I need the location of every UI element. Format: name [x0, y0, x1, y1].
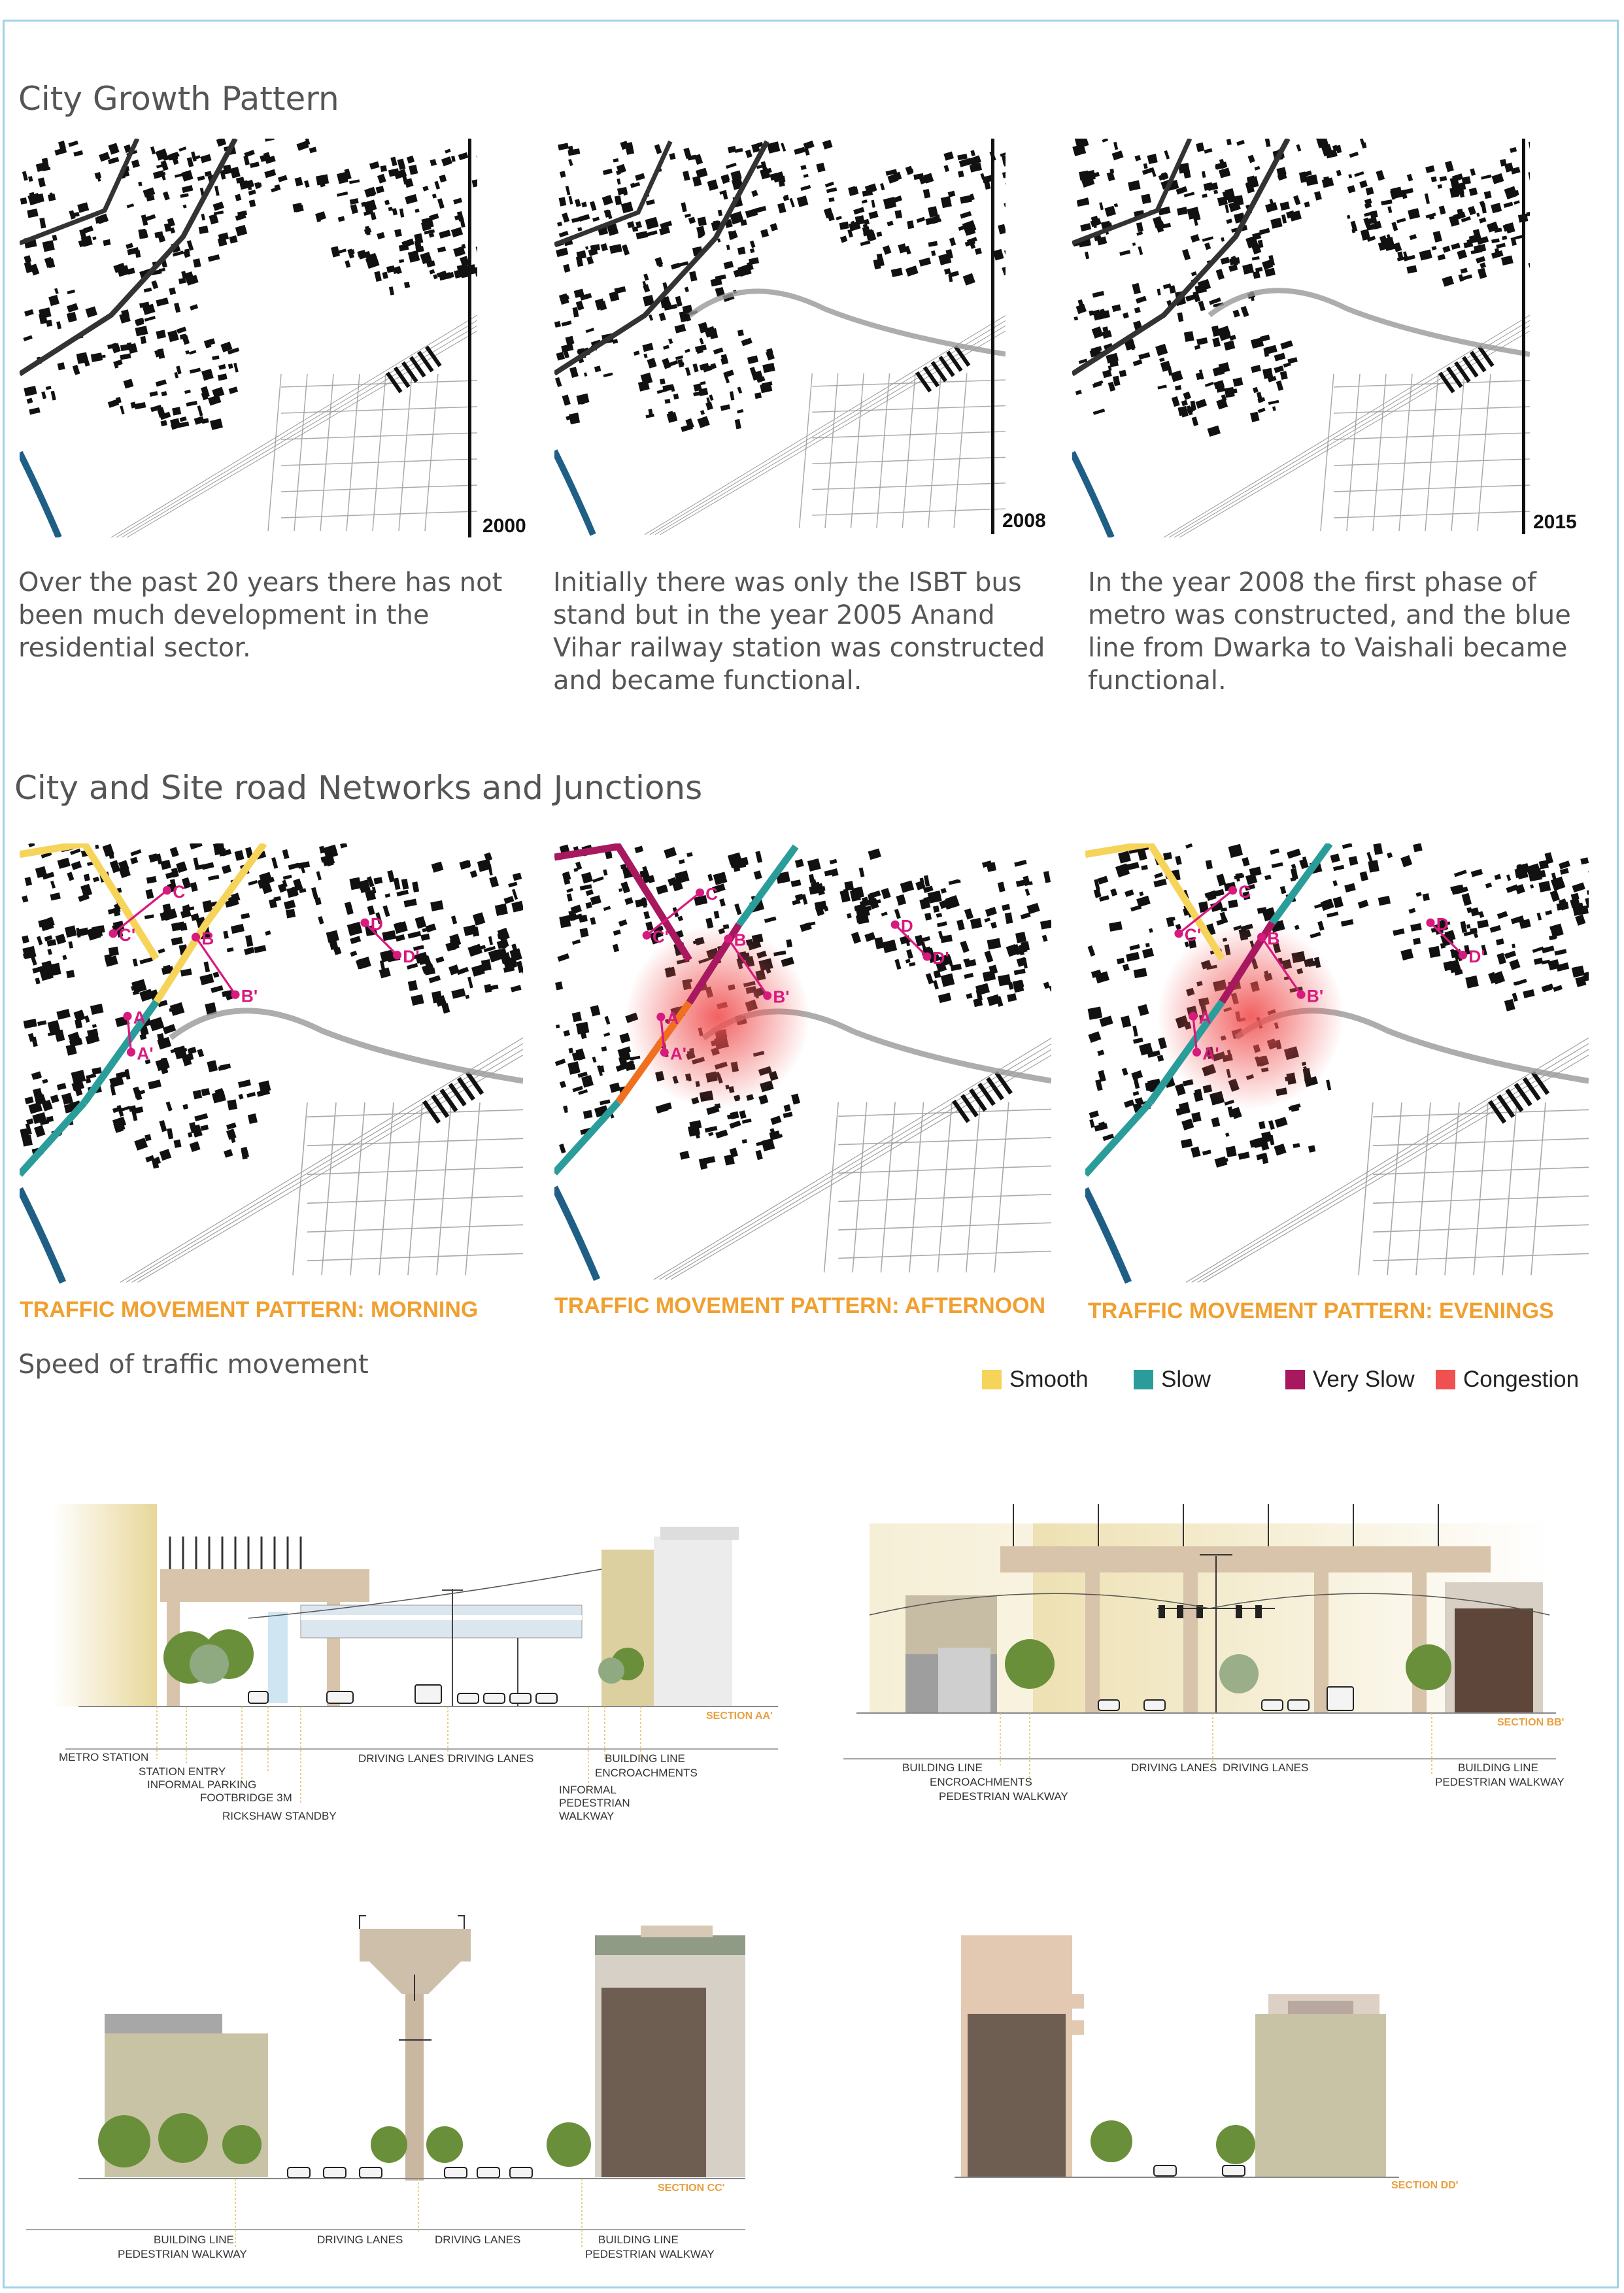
section-name: SECTION BB' — [1497, 1717, 1565, 1728]
section-label: DRIVING LANES — [448, 1752, 534, 1765]
year-label-2000: 2000 — [482, 515, 526, 537]
section-aa — [52, 1497, 804, 1837]
section-name: SECTION AA' — [706, 1710, 773, 1722]
section-label: PEDESTRIAN WALKWAY — [585, 2248, 715, 2260]
section-point-label: B — [201, 928, 214, 949]
section-point-label: B — [734, 930, 747, 950]
growth-caption-2008: Initially there was only the ISBT bus stand but in the year 2005 Anand Vihar railway station was constructed and became functional. — [553, 568, 1045, 696]
legend-label: Slow — [1161, 1367, 1211, 1392]
section-label: PEDESTRIAN WALKWAY — [118, 2248, 247, 2260]
section-label: BUILDING LINE — [902, 1761, 983, 1774]
section-label: DRIVING LANES — [1131, 1761, 1217, 1774]
section-label: BUILDING LINE — [1458, 1761, 1538, 1774]
section-point-label: D — [900, 916, 913, 936]
section-point-label: A — [1198, 1008, 1211, 1028]
section-point-label: D' — [932, 947, 949, 968]
section-label: PEDESTRIAN WALKWAY — [939, 1790, 1068, 1803]
network-title: City and Site road Networks and Junctions — [14, 769, 703, 807]
growth-map-2008 — [554, 139, 1006, 537]
growth-title: City Growth Pattern — [18, 80, 339, 118]
section-bb — [843, 1484, 1582, 1824]
section-label: INFORMAL PARKING — [147, 1778, 257, 1791]
year-bar-2008 — [991, 139, 994, 534]
section-label: PEDESTRIAN WALKWAY — [1435, 1776, 1565, 1788]
section-point-label: C — [1238, 881, 1251, 902]
growth-caption-2015: In the year 2008 the first phase of metro was constructed, and the blue line from Dwarka to Vaishali became functional. — [1088, 568, 1571, 696]
section-label: DRIVING LANES — [1223, 1761, 1309, 1774]
section-name: SECTION CC' — [658, 2183, 725, 2194]
section-label: FOOTBRIDGE 3M — [200, 1792, 292, 1804]
section-point-label: C — [173, 881, 186, 902]
section-label: BUILDING LINE — [598, 2234, 679, 2246]
section-label: STATION ENTRY — [139, 1765, 226, 1778]
traffic-label-evening: TRAFFIC MOVEMENT PATTERN: EVENINGS — [1088, 1299, 1554, 1323]
section-point-label: A' — [669, 1044, 686, 1064]
section-cc — [26, 1909, 778, 2262]
traffic-label-afternoon: TRAFFIC MOVEMENT PATTERN: AFTERNOON — [554, 1293, 1046, 1318]
section-label: RICKSHAW STANDBY — [222, 1810, 337, 1822]
section-point-label: D' — [1468, 946, 1485, 966]
traffic-map-evening — [1085, 843, 1589, 1293]
legend-label: Congestion — [1463, 1367, 1580, 1392]
legend-smooth — [982, 1367, 1089, 1393]
section-point-label: A — [666, 1008, 679, 1028]
section-label: DRIVING LANES — [317, 2234, 403, 2246]
year-label-2015: 2015 — [1533, 511, 1577, 533]
section-dd — [915, 1935, 1504, 2210]
traffic-map-afternoon — [554, 843, 1051, 1293]
section-point-label: B — [1267, 928, 1280, 949]
section-label: ENCROACHMENTS — [595, 1767, 698, 1779]
section-point-label: B' — [773, 987, 790, 1007]
section-label: BUILDING LINE — [154, 2234, 234, 2246]
growth-map-2000 — [20, 139, 477, 537]
traffic-map-morning — [20, 843, 523, 1293]
year-bar-2000 — [468, 139, 471, 537]
section-point-label: C' — [118, 925, 136, 945]
speed-title: Speed of traffic movement — [18, 1350, 369, 1380]
year-label-2008: 2008 — [1002, 510, 1046, 532]
section-point-label: A' — [137, 1044, 154, 1064]
legend-label: Very Slow — [1313, 1367, 1415, 1392]
growth-map-2015 — [1072, 139, 1530, 537]
section-label: ENCROACHMENTS — [930, 1776, 1032, 1788]
year-bar-2015 — [1522, 139, 1525, 534]
section-point-label: B' — [1306, 986, 1324, 1006]
legend-very-slow — [1285, 1367, 1415, 1393]
section-point-label: C' — [652, 926, 669, 947]
legend-slow — [1134, 1367, 1211, 1393]
section-point-label: B' — [241, 986, 258, 1006]
section-label: BUILDING LINE — [605, 1752, 685, 1765]
section-point-label: D' — [403, 946, 420, 966]
section-point-label: C' — [1184, 925, 1202, 945]
section-label: WALKWAY — [559, 1810, 615, 1822]
legend-swatch-slow — [1134, 1370, 1153, 1389]
section-point-label: A — [133, 1008, 146, 1028]
traffic-label-morning: TRAFFIC MOVEMENT PATTERN: MORNING — [20, 1297, 479, 1322]
section-label: DRIVING LANES — [358, 1752, 445, 1765]
legend-swatch-very-slow — [1285, 1370, 1305, 1389]
legend-swatch-congestion — [1436, 1370, 1455, 1389]
section-point-label: C — [705, 884, 719, 904]
legend-congestion — [1436, 1367, 1579, 1393]
section-label: METRO STATION — [59, 1751, 149, 1763]
section-label: DRIVING LANES — [435, 2234, 521, 2246]
section-point-label: A' — [1202, 1044, 1219, 1064]
growth-caption-2000: Over the past 20 years there has not been much development in the residential sector. — [18, 568, 503, 663]
legend-swatch-smooth — [982, 1370, 1002, 1389]
section-label: INFORMAL — [559, 1784, 617, 1796]
section-point-label: D — [1436, 914, 1449, 934]
section-point-label: D — [370, 914, 383, 934]
legend-label: Smooth — [1009, 1367, 1089, 1392]
section-label: PEDESTRIAN — [559, 1797, 630, 1809]
section-name: SECTION DD' — [1391, 2180, 1459, 2191]
